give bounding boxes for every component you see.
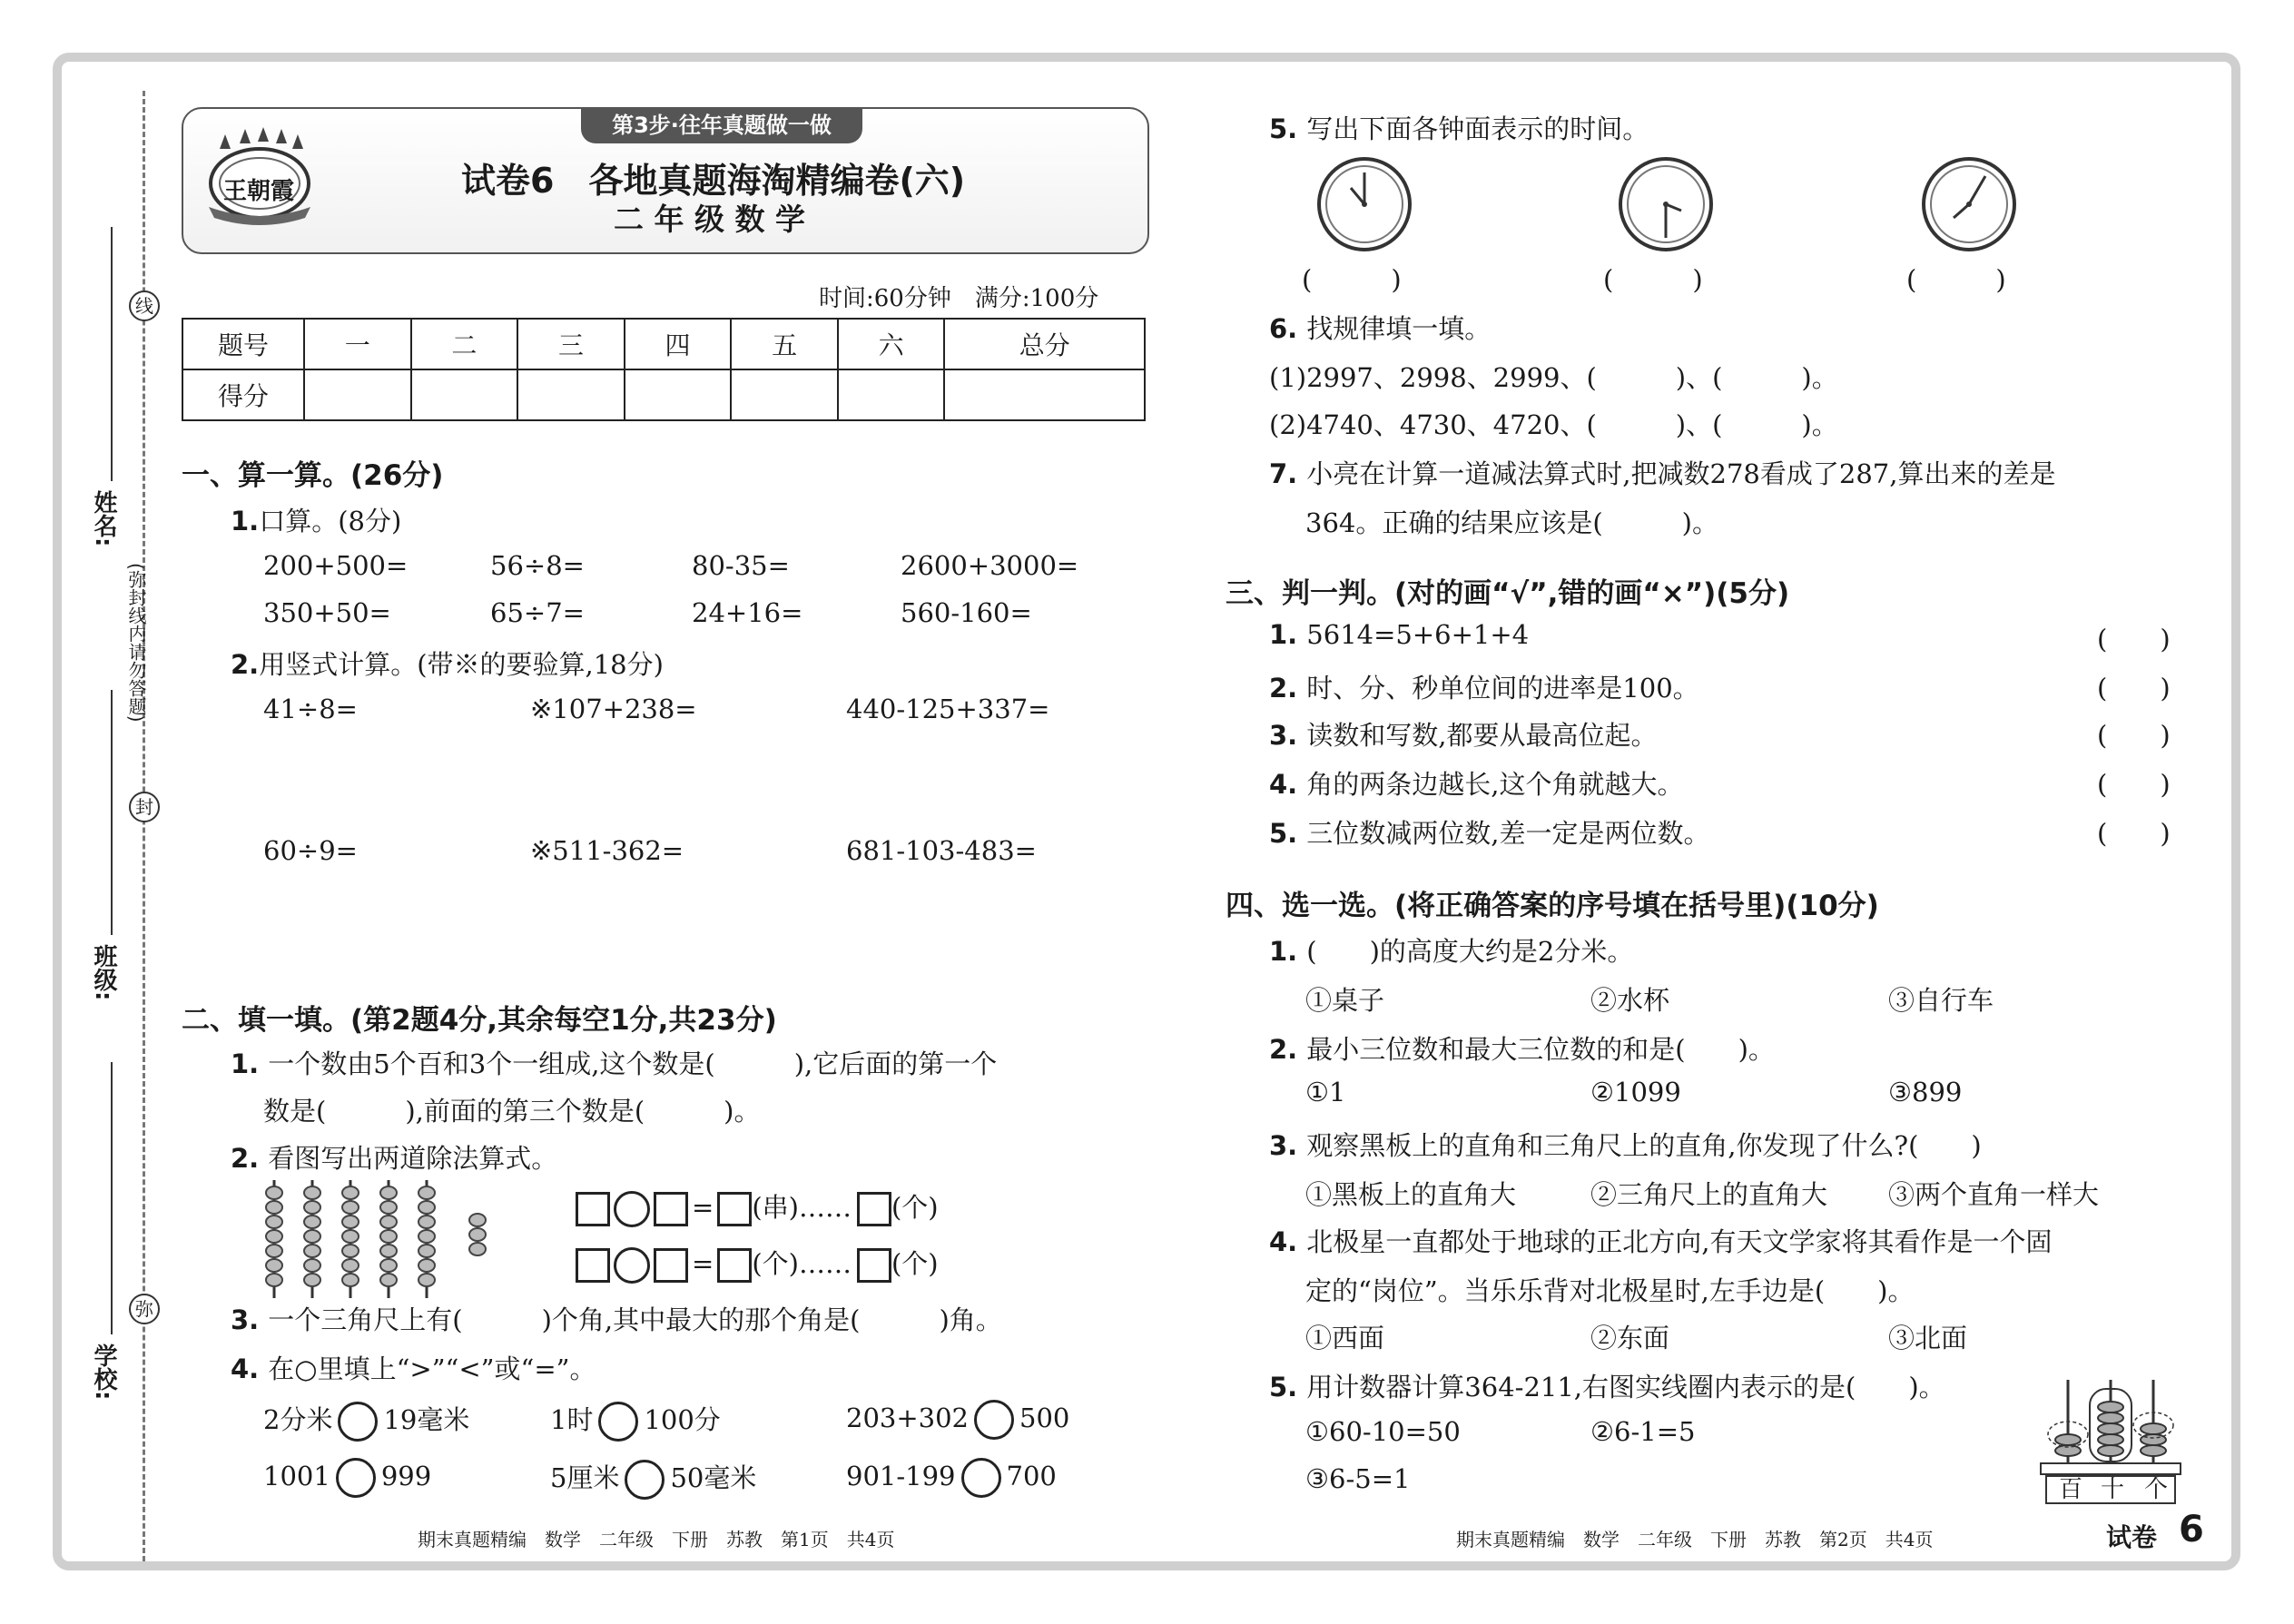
- school-label: 学校:: [90, 1343, 117, 1401]
- vertical-1-1: ※511-362=: [530, 835, 684, 866]
- division-template-1: = (串)…… (个): [576, 1187, 939, 1227]
- score-head-7: 总分: [944, 319, 1145, 369]
- s2-q1-text-a: 一个数由5个百和3个一组成,这个数是( ),它后面的第一个: [268, 1048, 998, 1079]
- oral-0-2: 80-35=: [692, 550, 790, 581]
- score-cell[interactable]: [304, 369, 411, 420]
- name-field[interactable]: [111, 227, 113, 481]
- step-label: 第3步·往年真题做一做: [581, 107, 862, 143]
- s2-q2-num: 2.: [231, 1143, 269, 1174]
- r-q7-text-a: 小亮在计算一道减法算式时,把减数278看成了287,算出来的差是: [1306, 458, 2056, 489]
- class-label: 班级:: [90, 944, 117, 1001]
- school-field[interactable]: [111, 1062, 113, 1334]
- logo-text: 王朝霞: [223, 178, 295, 205]
- abacus-label-ones: 个: [2144, 1476, 2169, 1503]
- compare-left: 1时: [550, 1404, 594, 1435]
- answer-box[interactable]: [654, 1248, 688, 1283]
- judge-blank[interactable]: ( ): [2097, 818, 2171, 849]
- s2-q1-num: 1.: [231, 1048, 269, 1079]
- compare-circle[interactable]: [336, 1458, 376, 1498]
- s4-q4-opt3: ③北面: [1888, 1323, 1968, 1353]
- vertical-0-0: 41÷8=: [263, 694, 358, 724]
- score-head-2: 二: [411, 319, 518, 369]
- s4-q3-text: 观察黑板上的直角和三角尺上的直角,你发现了什么?( ): [1306, 1130, 1982, 1161]
- s1-q2-text: 用竖式计算。(带※的要验算,18分): [259, 649, 664, 680]
- footer-left: 期末真题精编 数学 二年级 下册 苏教 第1页 共4页: [418, 1529, 895, 1550]
- s4-q4-opt2: ②东面: [1590, 1323, 1670, 1353]
- score-header-row: [182, 319, 1145, 369]
- abacus-label-hundreds: 百: [2059, 1476, 2083, 1503]
- judge-blank[interactable]: ( ): [2097, 624, 2171, 655]
- judge-blank[interactable]: ( ): [2097, 673, 2171, 704]
- operator-circle[interactable]: [614, 1191, 650, 1227]
- time-info: 时间:60分钟 满分:100分: [819, 285, 1099, 312]
- unit-chuan: (串)……: [752, 1192, 852, 1223]
- s4-q1-opt1: ①桌子: [1305, 985, 1385, 1016]
- s3-item-4: 角的两条边越长,这个角就越大。: [1306, 769, 1684, 800]
- oral-1-0: 350+50=: [263, 597, 391, 628]
- s2-q4-text: 在○里填上“>”“<”或“=”。: [268, 1353, 596, 1384]
- compare-circle[interactable]: [338, 1402, 378, 1442]
- oral-0-0: 200+500=: [263, 550, 409, 581]
- compare-row-1: [263, 1400, 469, 1442]
- s3-item-5: 三位数减两位数,差一定是两位数。: [1306, 818, 1710, 849]
- answer-box[interactable]: [576, 1248, 610, 1283]
- clock-blank-2[interactable]: ( ): [1603, 264, 1703, 295]
- s3-item-num: 4.: [1269, 769, 1307, 800]
- r-q7-num: 7.: [1269, 458, 1307, 489]
- score-cell[interactable]: [517, 369, 625, 420]
- vertical-0-2: 440-125+337=: [846, 694, 1050, 724]
- compare-right: 100分: [644, 1404, 721, 1435]
- s4-q2-text: 最小三位数和最大三位数的和是( )。: [1306, 1034, 1775, 1065]
- compare-row-1c: [846, 1400, 1069, 1440]
- judge-blank[interactable]: ( ): [2097, 720, 2171, 751]
- unit-ge: (个): [891, 1192, 939, 1223]
- s3-item-2: 时、分、秒单位间的进率是100。: [1306, 673, 1699, 704]
- line-tag: 线: [129, 290, 160, 321]
- name-label: 姓名:: [90, 490, 117, 547]
- r-q5-num: 5.: [1269, 113, 1307, 144]
- s4-q5-opt3: ③6-5=1: [1305, 1463, 1411, 1494]
- mi-tag: 弥: [129, 1294, 160, 1324]
- section4-title: 四、选一选。(将正确答案的序号填在括号里)(10分): [1226, 890, 1879, 922]
- answer-box[interactable]: [717, 1248, 752, 1283]
- answer-box[interactable]: [576, 1192, 610, 1226]
- compare-circle[interactable]: [625, 1460, 665, 1500]
- s2-q4-num: 4.: [231, 1353, 269, 1384]
- s4-q1-text: ( )的高度大约是2分米。: [1306, 936, 1634, 967]
- compare-right: 50毫米: [670, 1462, 757, 1493]
- s4-q1-opt3: ③自行车: [1888, 985, 1994, 1016]
- s2-q2-text: 看图写出两道除法算式。: [268, 1143, 558, 1174]
- section3-title: 三、判一判。(对的画“√”,错的画“×”)(5分): [1226, 577, 1790, 610]
- s4-q2-opt1: ①1: [1305, 1077, 1346, 1107]
- s4-q5-num: 5.: [1269, 1372, 1307, 1403]
- r-q5-text: 写出下面各钟面表示的时间。: [1306, 113, 1649, 144]
- abacus-label-tens: 十: [2101, 1476, 2125, 1503]
- answer-box[interactable]: [857, 1248, 891, 1283]
- compare-right: 19毫米: [383, 1404, 470, 1435]
- exam-subtitle: 二 年 级 数 学: [614, 202, 805, 237]
- score-head-3: 三: [517, 319, 625, 369]
- compare-right: 999: [380, 1461, 432, 1491]
- division-template-2: = (个)…… (个): [576, 1244, 939, 1284]
- score-head-1: 一: [304, 319, 411, 369]
- s4-q3-opt1: ①黑板上的直角大: [1305, 1179, 1517, 1210]
- s4-q2-opt3: ③899: [1888, 1077, 1963, 1107]
- compare-left: 901-199: [846, 1461, 956, 1491]
- score-cell[interactable]: [838, 369, 945, 420]
- compare-circle[interactable]: [974, 1400, 1014, 1440]
- r-q6-b: (2)4740、4730、4720、( )、( )。: [1269, 409, 1838, 440]
- s4-q5-opt1: ①60-10=50: [1305, 1416, 1461, 1447]
- score-head-5: 五: [731, 319, 838, 369]
- footer-right: 期末真题精编 数学 二年级 下册 苏教 第2页 共4页: [1456, 1529, 1934, 1550]
- section1-title: 一、算一算。(26分): [182, 459, 444, 492]
- r-q7-text-b: 364。正确的结果应该是( )。: [1305, 507, 1718, 538]
- judge-blank[interactable]: ( ): [2097, 769, 2171, 800]
- compare-left: 203+302: [846, 1403, 970, 1433]
- s4-q3-opt2: ②三角尺上的直角大: [1590, 1179, 1828, 1210]
- s4-q4-num: 4.: [1269, 1226, 1307, 1257]
- clock-blank-1[interactable]: ( ): [1302, 264, 1402, 295]
- s1-q2-num: 2.: [231, 649, 260, 680]
- s4-q4-text-b: 定的“岗位”。当乐乐背对北极星时,左手边是( )。: [1305, 1275, 1915, 1306]
- seal-tag: 封: [129, 792, 160, 822]
- oral-1-1: 65÷7=: [490, 597, 585, 628]
- s4-q4-text-a: 北极星一直都处于地球的正北方向,有天文学家将其看作是一个固: [1306, 1226, 2053, 1257]
- s2-q1-text-b: 数是( ),前面的第三个数是( )。: [263, 1096, 761, 1127]
- oral-1-3: 560-160=: [901, 597, 1032, 628]
- clock-face-1-icon: [1314, 154, 1414, 254]
- logo: [202, 123, 318, 225]
- s4-q4-opt1: ①西面: [1305, 1323, 1385, 1353]
- compare-circle[interactable]: [961, 1458, 1001, 1498]
- score-head-4: 四: [625, 319, 732, 369]
- vertical-1-0: 60÷9=: [263, 835, 358, 866]
- score-table: [182, 318, 1146, 421]
- clock-blank-3[interactable]: ( ): [1906, 264, 2006, 295]
- score-row-label: 得分: [182, 369, 304, 420]
- seal-note: (弥封线内请勿答题): [125, 563, 147, 723]
- s4-q3-opt3: ③两个直角一样大: [1888, 1179, 2100, 1210]
- s4-q1-num: 1.: [1269, 936, 1307, 967]
- s4-q5-opt2: ②6-1=5: [1590, 1416, 1696, 1447]
- oral-0-3: 2600+3000=: [901, 550, 1079, 581]
- answer-box[interactable]: [717, 1192, 752, 1226]
- paper-number: 6: [2179, 1509, 2204, 1550]
- oral-1-2: 24+16=: [692, 597, 803, 628]
- clock-face-2-icon: [1616, 154, 1716, 254]
- r-q6-text: 找规律填一填。: [1306, 313, 1492, 344]
- clock-face-3-icon: [1919, 154, 2019, 254]
- unit-ge-dots: (个)……: [752, 1248, 852, 1279]
- class-field[interactable]: [111, 690, 113, 935]
- s4-q2-opt2: ②1099: [1590, 1077, 1681, 1107]
- s3-item-3: 读数和写数,都要从最高位起。: [1306, 720, 1658, 751]
- section2-title: 二、填一填。(第2题4分,其余每空1分,共23分): [182, 1004, 777, 1037]
- s4-q3-num: 3.: [1269, 1130, 1307, 1161]
- compare-row-2c: [846, 1458, 1057, 1498]
- operator-circle[interactable]: [614, 1247, 650, 1284]
- paper-label: 试卷: [2106, 1522, 2158, 1552]
- unit-ge-b: (个): [891, 1248, 939, 1279]
- answer-box[interactable]: [654, 1192, 688, 1226]
- s4-q2-num: 2.: [1269, 1034, 1307, 1065]
- compare-left: 2分米: [263, 1404, 333, 1435]
- bead-strings-image: [258, 1180, 503, 1298]
- r-q6-num: 6.: [1269, 313, 1307, 344]
- s4-q5-text: 用计数器计算364-211,右图实线圈内表示的是( )。: [1306, 1372, 1945, 1403]
- vertical-0-1: ※107+238=: [530, 694, 697, 724]
- compare-row-2: [263, 1458, 431, 1498]
- s3-item-num: 3.: [1269, 720, 1307, 751]
- s4-q1-opt2: ②水杯: [1590, 985, 1670, 1016]
- score-cell[interactable]: [411, 369, 518, 420]
- vertical-1-2: 681-103-483=: [846, 835, 1037, 866]
- oral-0-1: 56÷8=: [490, 550, 585, 581]
- s1-q1-text: 口算。(8分): [259, 506, 402, 536]
- score-cell[interactable]: [944, 369, 1145, 420]
- r-q6-a: (1)2997、2998、2999、( )、( )。: [1269, 362, 1838, 393]
- score-head-0: 题号: [182, 319, 304, 369]
- s2-q3-num: 3.: [231, 1304, 269, 1335]
- s3-item-num: 5.: [1269, 818, 1307, 849]
- score-cell[interactable]: [625, 369, 732, 420]
- compare-right: 700: [1006, 1461, 1057, 1491]
- compare-left: 1001: [263, 1461, 330, 1491]
- exam-title: 试卷6 各地真题海淘精编卷(六): [461, 161, 966, 201]
- score-head-6: 六: [838, 319, 945, 369]
- compare-row-1b: [550, 1400, 721, 1442]
- answer-box[interactable]: [857, 1192, 891, 1226]
- compare-left: 5厘米: [550, 1462, 620, 1493]
- s3-item-num: 2.: [1269, 673, 1307, 704]
- s1-q1-num: 1.: [231, 506, 260, 536]
- score-cell[interactable]: [731, 369, 838, 420]
- s3-item-1: 5614=5+6+1+4: [1306, 619, 1530, 650]
- compare-right: 500: [1019, 1403, 1070, 1433]
- compare-circle[interactable]: [598, 1402, 638, 1442]
- score-row: [182, 369, 1145, 420]
- s2-q3-text: 一个三角尺上有( )个角,其中最大的那个角是( )角。: [268, 1304, 1002, 1335]
- s3-item-num: 1.: [1269, 619, 1307, 650]
- compare-row-2b: [550, 1458, 756, 1500]
